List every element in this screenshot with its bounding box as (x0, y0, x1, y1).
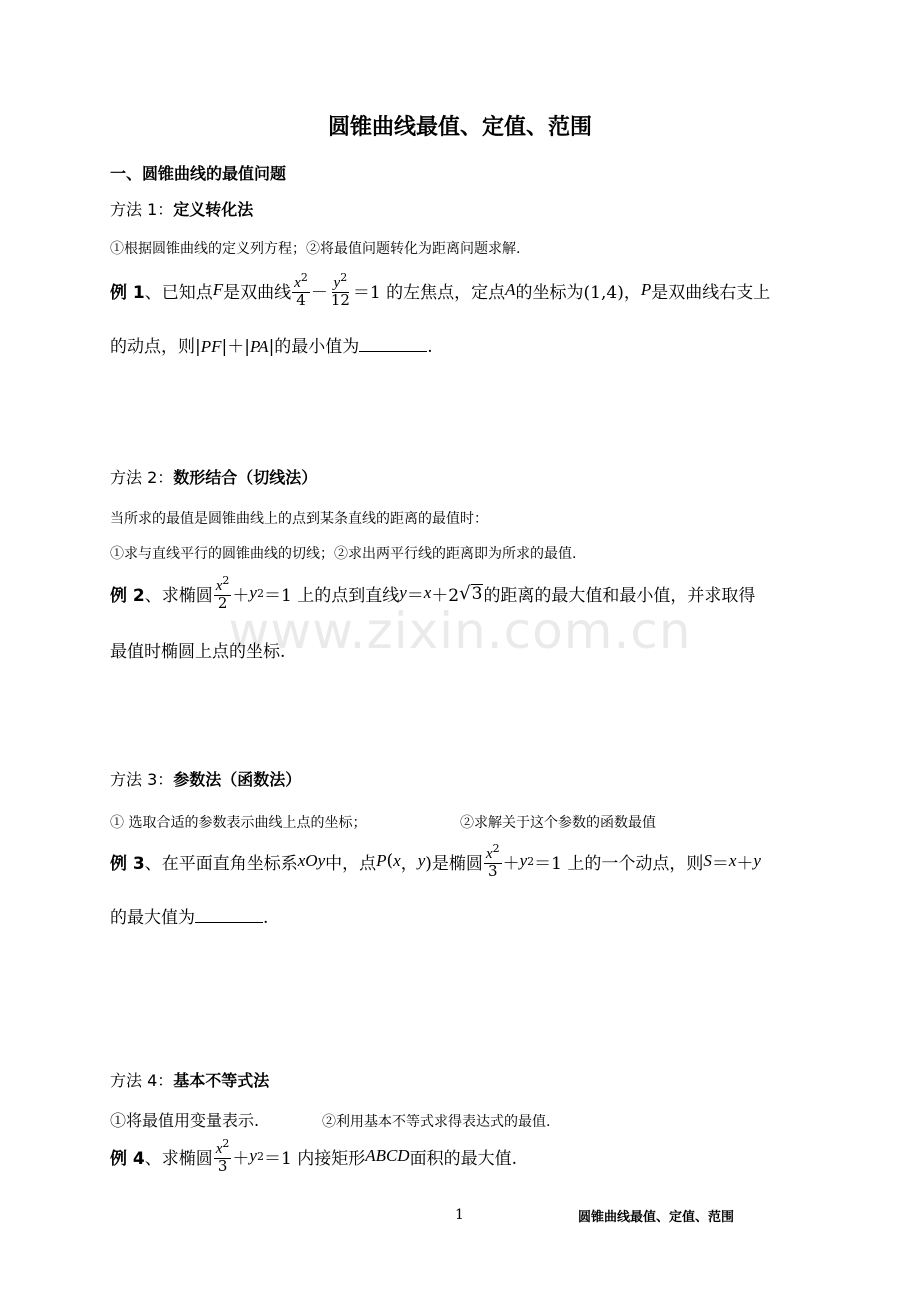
denominator: 3 (217, 1156, 228, 1175)
method-2-heading (110, 465, 317, 488)
fraction (329, 272, 352, 309)
page-number: 1 (455, 1207, 464, 1223)
var: y (753, 851, 761, 871)
method-1-heading (110, 197, 253, 220)
text: . (427, 337, 433, 357)
method-2-note-2: ①求与直线平行的圆锥曲线的切线；②求出两平行线的距离即为所求的最值. (110, 546, 577, 562)
method-name: 基本不等式法 (173, 1071, 270, 1090)
text: |＋| (221, 337, 250, 357)
exponent: 2 (256, 586, 264, 600)
exponent: 2 (527, 854, 535, 868)
operator: ＝ (711, 853, 729, 874)
text: ， (400, 853, 418, 874)
text: 的距离的最大值和最小值，并求取得 (483, 585, 756, 606)
exponent: 2 (492, 842, 500, 855)
var: S (703, 851, 712, 871)
text: 、在平面直角坐标系 (144, 853, 298, 874)
method-label: 方法 2： (110, 468, 174, 487)
text: 的动点，则| (110, 337, 201, 357)
denominator: 2 (217, 593, 228, 612)
example-label: 例 4 (110, 1148, 145, 1169)
var: y (519, 851, 528, 871)
exponent: 2 (256, 1149, 264, 1163)
example-1-line-1 (110, 272, 770, 309)
method-name: 数形结合（切线法） (173, 468, 318, 487)
var: y (333, 275, 341, 291)
var: x (215, 578, 223, 594)
operator: ＋ (502, 853, 520, 874)
method-name: 参数法（函数法） (173, 770, 302, 789)
denominator: 12 (330, 290, 350, 309)
method-1-note: ①根据圆锥曲线的定义列方程；②将最值问题转化为距离问题求解. (110, 241, 521, 257)
var: P (640, 280, 652, 300)
method-2-note-1: 当所求的最值是圆锥曲线上的点到某条直线的距离的最值时： (110, 511, 488, 527)
text: ＝1 上的一个动点，则 (534, 853, 704, 874)
text: 中，点 (325, 853, 377, 874)
var: PA (249, 337, 269, 356)
answer-blank[interactable] (195, 906, 263, 923)
var: A (505, 280, 516, 300)
operator: ＋ (232, 1148, 250, 1169)
operator: ＝ (406, 585, 424, 606)
text: 是双曲线右支上 (651, 282, 771, 303)
var: x (728, 851, 737, 871)
denominator: 3 (487, 861, 498, 880)
text: . (263, 908, 269, 928)
var: y (249, 1146, 257, 1166)
text: 面积的最大值. (409, 1148, 517, 1169)
fraction (484, 843, 502, 880)
text: 的最大值为 (110, 908, 195, 928)
text: 、求椭圆 (144, 585, 213, 606)
text: ＝1 内接矩形 (263, 1148, 366, 1169)
example-label: 例 1 (110, 282, 145, 303)
var: x (215, 1141, 223, 1157)
text: )是椭圆 (425, 853, 483, 874)
method-name: 定义转化法 (173, 200, 254, 219)
operator: ＋ (232, 585, 250, 606)
method-3-heading (110, 767, 301, 790)
text: 是双曲线 (223, 282, 292, 303)
method-label: 方法 3： (110, 770, 174, 789)
var: xOy (297, 851, 326, 871)
denominator: 4 (296, 290, 306, 309)
exponent: 2 (340, 271, 348, 284)
var: x (294, 275, 301, 291)
operator: － (310, 282, 328, 303)
example-4-line-1 (110, 1138, 517, 1175)
method-label: 方法 4： (110, 1071, 174, 1090)
answer-blank[interactable] (359, 335, 427, 352)
var: x (393, 851, 401, 871)
footer-title: 圆锥曲线最值、定值、范围 (578, 1210, 735, 1225)
method-3-note-b: ②求解关于这个参数的函数最值 (460, 815, 656, 831)
text: 、已知点 (144, 282, 213, 303)
text: 的坐标为(1,4)， (515, 282, 641, 303)
example-2-line-2: 最值时椭圆上点的坐标. (110, 642, 286, 662)
var: PF (200, 337, 222, 356)
method-4-heading (110, 1068, 269, 1091)
method-3-note-a: ① 选取合适的参数表示曲线上点的坐标； (110, 815, 367, 831)
exponent: 2 (222, 1137, 230, 1150)
text: ＝1 的左焦点，定点 (352, 282, 506, 303)
text: 、求椭圆 (144, 1148, 213, 1169)
operator: ＋ (736, 853, 754, 874)
method-4-note-a: ①将最值用变量表示. (110, 1111, 260, 1130)
page-title: 圆锥曲线最值、定值、范围 (327, 115, 592, 140)
var: y (249, 583, 257, 603)
fraction (214, 1138, 232, 1175)
example-1-line-2 (110, 332, 433, 357)
text: ＝1 上的点到直线 (263, 585, 400, 606)
var: y (399, 583, 407, 603)
example-3-line-2 (110, 903, 268, 928)
var: ABCD (365, 1146, 410, 1166)
square-root: √ 3 (459, 582, 483, 605)
var: y (417, 851, 426, 871)
watermark: www.zixin.com.cn (228, 602, 692, 660)
text: |的最小值为 (268, 337, 360, 357)
text: ＋2 (431, 585, 460, 606)
exponent: 2 (222, 574, 230, 587)
fraction (292, 272, 310, 309)
method-4-note-b: ②利用基本不等式求得表达式的最值. (322, 1114, 551, 1130)
var: P (376, 851, 387, 871)
example-label: 例 2 (110, 585, 145, 606)
section-heading: 一、圆锥曲线的最值问题 (110, 164, 287, 183)
radicand: 3 (471, 584, 483, 605)
var: x (485, 846, 493, 862)
var: x (423, 583, 432, 603)
example-label: 例 3 (110, 853, 145, 874)
text: ( (386, 851, 394, 872)
method-label: 方法 1： (110, 200, 174, 219)
example-3-line-1 (110, 843, 761, 880)
var: F (212, 280, 224, 300)
exponent: 2 (300, 271, 308, 284)
